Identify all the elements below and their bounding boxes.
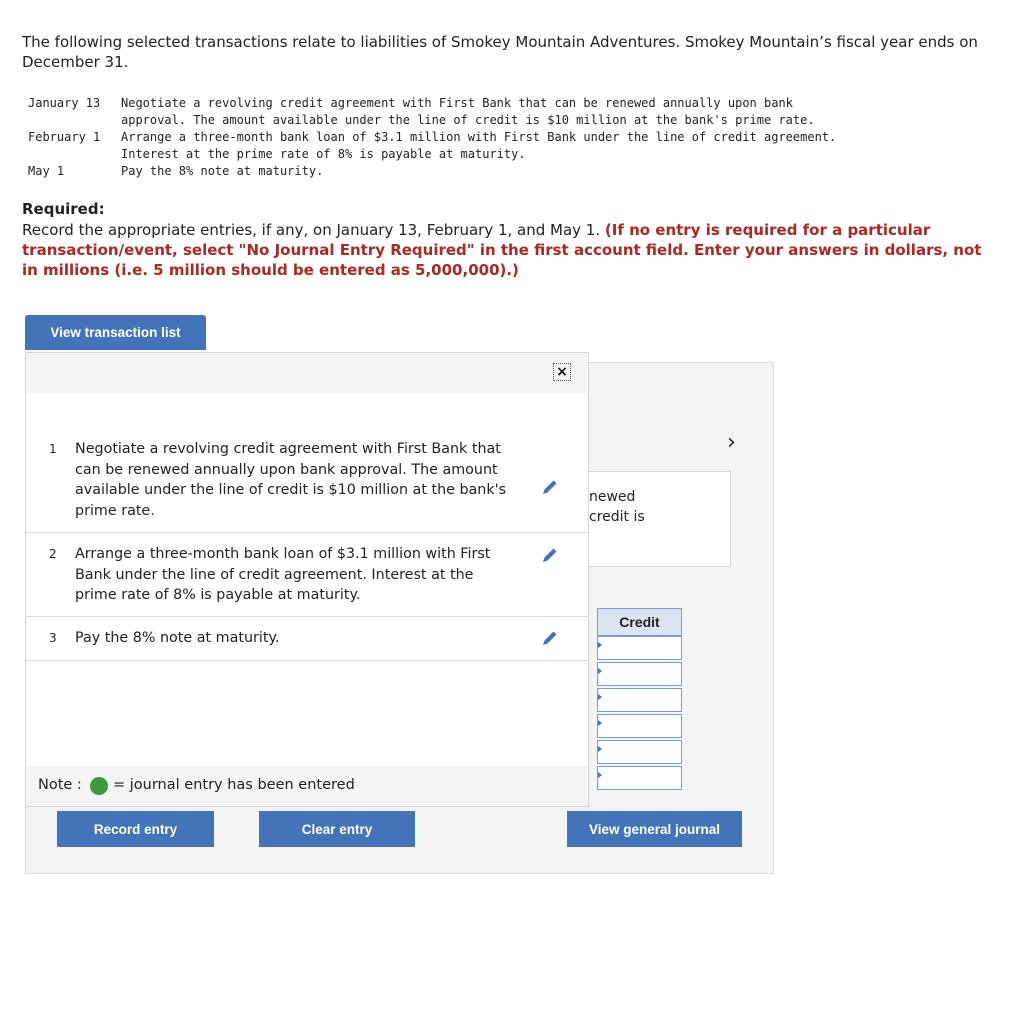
transaction-list-item — [26, 533, 588, 617]
chevron-right-icon[interactable]: › — [727, 430, 736, 455]
credit-input[interactable] — [597, 766, 682, 790]
note-text: = journal entry has been entered — [113, 777, 355, 793]
transaction-date: January 13 — [28, 96, 101, 110]
transaction-date: May 1 — [28, 164, 65, 178]
transaction-number: 1 — [49, 442, 57, 456]
credit-input[interactable] — [597, 714, 682, 738]
credit-input[interactable] — [597, 662, 682, 686]
transaction-description-box — [583, 471, 731, 567]
transaction-description: Arrange a three-month bank loan of $3.1 million with First Bank under the line of credit agreement. Interest at the prime rate of 8% is payable at maturity. — [75, 546, 491, 603]
pencil-icon[interactable] — [540, 545, 560, 565]
clear-entry-button[interactable]: Clear entry — [259, 811, 415, 847]
view-transaction-list-button[interactable]: View transaction list — [25, 315, 206, 350]
description-fragment: newed — [589, 489, 636, 505]
transaction-text: approval. The amount available under the line of credit is $10 million at the bank's prime rate. — [121, 113, 815, 127]
transactions-table — [28, 95, 836, 180]
view-general-journal-button[interactable]: View general journal — [567, 811, 742, 847]
note-label: Note : — [38, 777, 82, 793]
credit-input[interactable] — [597, 636, 682, 660]
transaction-list-popup — [25, 352, 589, 807]
transaction-text: Pay the 8% note at maturity. — [121, 164, 324, 178]
transaction-description: Negotiate a revolving credit agreement with First Bank that can be renewed annually upon bank approval. The amount available under the line of credit is $10 million at the bank's prime rate. — [75, 441, 507, 519]
popup-header — [26, 353, 588, 393]
pencil-icon[interactable] — [540, 477, 560, 497]
entered-indicator-icon — [90, 777, 108, 795]
close-icon[interactable]: × — [553, 363, 571, 381]
required-heading: Required: — [22, 200, 105, 218]
transaction-row-feb1 — [28, 129, 836, 146]
transaction-number: 3 — [49, 631, 57, 645]
required-text — [22, 220, 1002, 280]
record-entry-button[interactable]: Record entry — [57, 811, 214, 847]
transaction-text: Negotiate a revolving credit agreement with First Bank that can be renewed annually upon bank — [121, 96, 793, 110]
transaction-date: February 1 — [28, 130, 101, 144]
note-bar — [26, 766, 588, 806]
description-fragment: credit is — [589, 509, 645, 525]
intro-text: The following selected transactions relate to liabilities of Smokey Mountain Adventures. Smokey Mountain’s fiscal year ends on December 31. — [22, 33, 978, 71]
credit-column-header: Credit — [597, 608, 682, 636]
credit-input[interactable] — [597, 740, 682, 764]
credit-input[interactable] — [597, 688, 682, 712]
transaction-text: Arrange a three-month bank loan of $3.1 million with First Bank under the line of credit agreement. — [121, 130, 837, 144]
required-warning: (If no entry is required for a particular transaction/event, select "No Journal Entry Required" in the first account field. Enter your answers in dollars, not in millions (i.e. 5 million should be entered as 5,000,000).) — [22, 221, 982, 279]
pencil-icon[interactable] — [540, 628, 560, 648]
transaction-list-item — [26, 393, 588, 533]
required-instructions: Record the appropriate entries, if any, on January 13, February 1, and May 1. — [22, 221, 605, 239]
transaction-row-jan13 — [28, 95, 836, 112]
transaction-text: Interest at the prime rate of 8% is payable at maturity. — [121, 147, 526, 161]
transaction-number: 2 — [49, 547, 57, 561]
transaction-list-item — [26, 617, 588, 661]
transaction-description: Pay the 8% note at maturity. — [75, 630, 280, 646]
transaction-row-may1 — [28, 163, 836, 180]
